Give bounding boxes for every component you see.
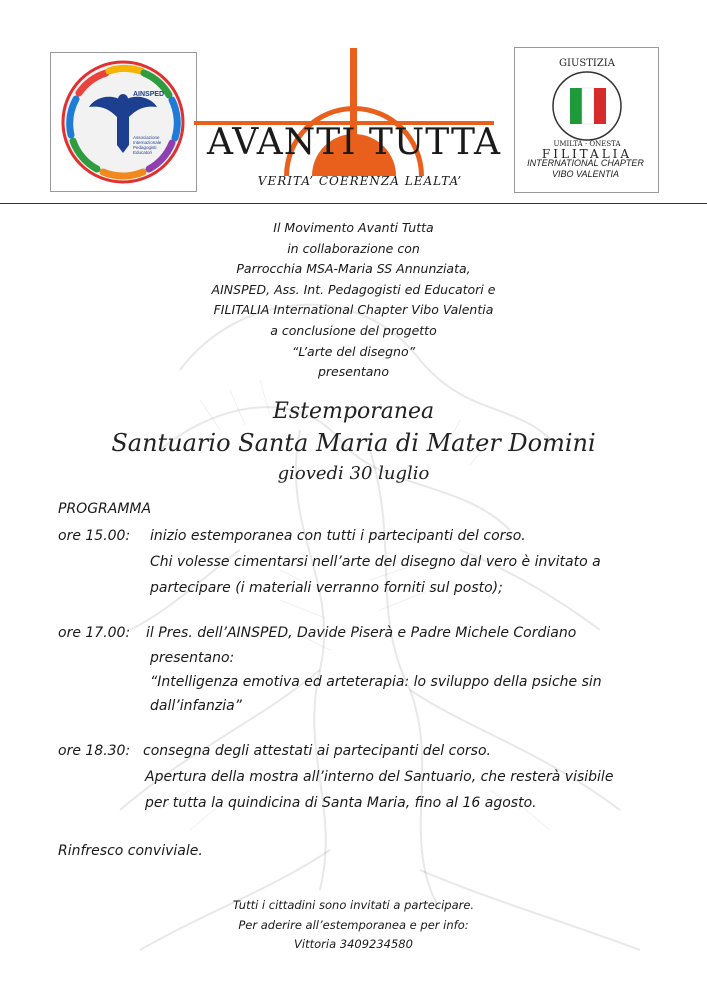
avanti-tutta-title: AVANTI TUTTA bbox=[206, 122, 501, 163]
filitalia-emblem-icon bbox=[515, 48, 658, 158]
footer-contact: Vittoria 3409234580 bbox=[294, 937, 413, 951]
program-line: il Pres. dell’AINSPED, Davide Piserà e Padre Michele Cordiano bbox=[146, 625, 577, 641]
program-line: consegna degli attestati ai partecipanti del corso. bbox=[143, 743, 491, 759]
program-line: per tutta la quindicina di Santa Maria, fino al 16 agosto. bbox=[145, 795, 537, 811]
program-time: ore 17.00: bbox=[58, 625, 131, 641]
filitalia-arc-top: GIUSTIZIA bbox=[559, 58, 615, 69]
ainsped-emblem-icon bbox=[51, 53, 196, 191]
intro-line: FILITALIA International Chapter Vibo Valentia bbox=[213, 302, 494, 318]
footer-line: Per aderire all’estemporanea e per info: bbox=[238, 917, 469, 932]
program-line: presentano: bbox=[150, 650, 235, 666]
program-line: dall’infanzia” bbox=[150, 698, 242, 714]
footer-line: Tutti i cittadini sono invitati a partecipare. bbox=[232, 898, 475, 912]
intro-line: “L’arte del disegno” bbox=[291, 343, 416, 359]
intro-line: AINSPED, Ass. Int. Pedagogisti ed Educatori e bbox=[211, 281, 496, 297]
event-date: giovedi 30 luglio bbox=[277, 463, 430, 484]
intro-line: a conclusione del progetto bbox=[270, 322, 437, 338]
event-venue: Santuario Santa Maria di Mater Domini bbox=[111, 429, 596, 457]
program-time: ore 15.00: bbox=[58, 528, 131, 544]
intro-block bbox=[150, 218, 557, 383]
filitalia-word: FILITALIA bbox=[541, 147, 633, 158]
program-line: inizio estemporanea con tutti i partecipanti del corso. bbox=[150, 528, 526, 544]
header-divider bbox=[0, 203, 707, 204]
intro-line: Il Movimento Avanti Tutta bbox=[273, 220, 434, 235]
footer-block bbox=[150, 896, 557, 955]
program-line: Chi volesse cimentarsi nell’arte del disegno dal vero è invitato a bbox=[150, 554, 601, 570]
intro-line: in collaborazione con bbox=[287, 240, 420, 256]
programma-heading: PROGRAMMA bbox=[58, 501, 152, 517]
event-title: Estemporanea bbox=[272, 399, 435, 424]
program-line: Apertura della mostra all’interno del Santuario, che resterà visibile bbox=[145, 769, 614, 785]
program-line: partecipare (i materiali verranno forniti sul posto); bbox=[150, 580, 503, 596]
ainsped-logo bbox=[50, 52, 197, 192]
program-line: “Intelligenza emotiva ed arteterapia: lo sviluppo della psiche sin bbox=[150, 674, 602, 690]
filitalia-caption bbox=[514, 158, 657, 180]
ainsped-name: AINSPED bbox=[133, 91, 165, 98]
filitalia-caption-line: INTERNATIONAL CHAPTER bbox=[527, 158, 644, 168]
ainsped-subtitle: Associazione Internazionale Pedagogisti Educatori bbox=[133, 135, 162, 155]
closing-note: Rinfresco conviviale. bbox=[58, 843, 203, 859]
avanti-tutta-motto: VERITA’ COERENZA LEALTA’ bbox=[257, 174, 463, 188]
filitalia-arc-mid: UMILTA · ONESTA bbox=[553, 140, 621, 148]
filitalia-caption-line: VIBO VALENTIA bbox=[551, 169, 620, 179]
intro-line: Parrocchia MSA-Maria SS Annunziata, bbox=[236, 261, 471, 277]
intro-line: presentano bbox=[317, 364, 390, 380]
program-time: ore 18.30: bbox=[58, 743, 131, 759]
